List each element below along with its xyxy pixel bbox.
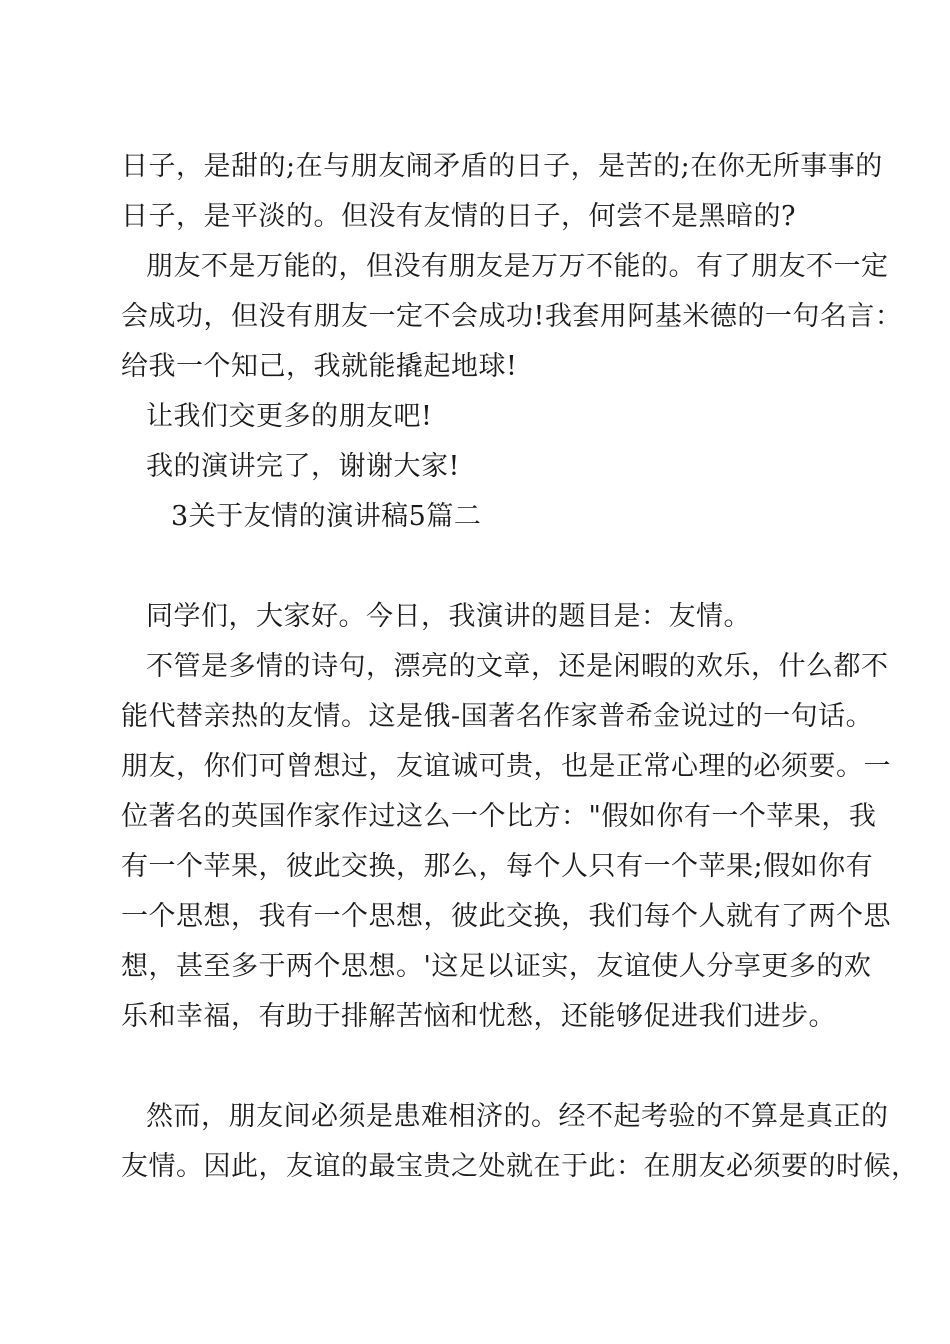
text-line: 有一个苹果，彼此交换，那么，每个人只有一个苹果;假如你有 (121, 851, 874, 882)
text-line: 朋友不是万能的，但没有朋友是万万不能的。有了朋友不一定 (146, 251, 889, 282)
text-line: 日子，是甜的;在与朋友闹矛盾的日子，是苦的;在你无所事事的 (121, 151, 883, 182)
text-line: 想，甚至多于两个思想。'这足以证实，友谊使人分享更多的欢 (121, 951, 872, 982)
text-line: 乐和幸福，有助于排解苦恼和忧愁，还能够促进我们进步。 (121, 1001, 836, 1032)
text-line: 朋友，你们可曾想过，友谊诚可贵，也是正常心理的必须要。一 (121, 751, 891, 782)
text-line: 然而，朋友间必须是患难相济的。经不起考验的不算是真正的 (146, 1101, 889, 1132)
text-line: 给我一个知己，我就能撬起地球! (121, 351, 518, 382)
text-line: 让我们交更多的朋友吧! (146, 401, 433, 432)
text-line: 会成功，但没有朋友一定不会成功!我套用阿基米德的一句名言： (121, 301, 903, 332)
text-line: 我的演讲完了，谢谢大家! (146, 451, 460, 482)
text-line: 友情。因此，友谊的最宝贵之处就在于此：在朋友必须要的时候， (121, 1151, 919, 1182)
text-line: 不管是多情的诗句，漂亮的文章，还是闲暇的欢乐，什么都不 (146, 651, 889, 682)
text-line: 同学们，大家好。今日，我演讲的题目是：友情。 (146, 601, 751, 632)
text-line: 能代替亲热的友情。这是俄-国著名作家普希金说过的一句话。 (121, 701, 874, 732)
text-line: 一个思想，我有一个思想，彼此交换，我们每个人就有了两个思 (121, 901, 891, 932)
section-heading: 3关于友情的演讲稿5篇二 (171, 501, 482, 532)
text-line: 位著名的英国作家作过这么一个比方："假如你有一个苹果，我 (121, 801, 877, 832)
text-line: 日子，是平淡的。但没有友情的日子，何尝不是黑暗的? (121, 201, 796, 232)
